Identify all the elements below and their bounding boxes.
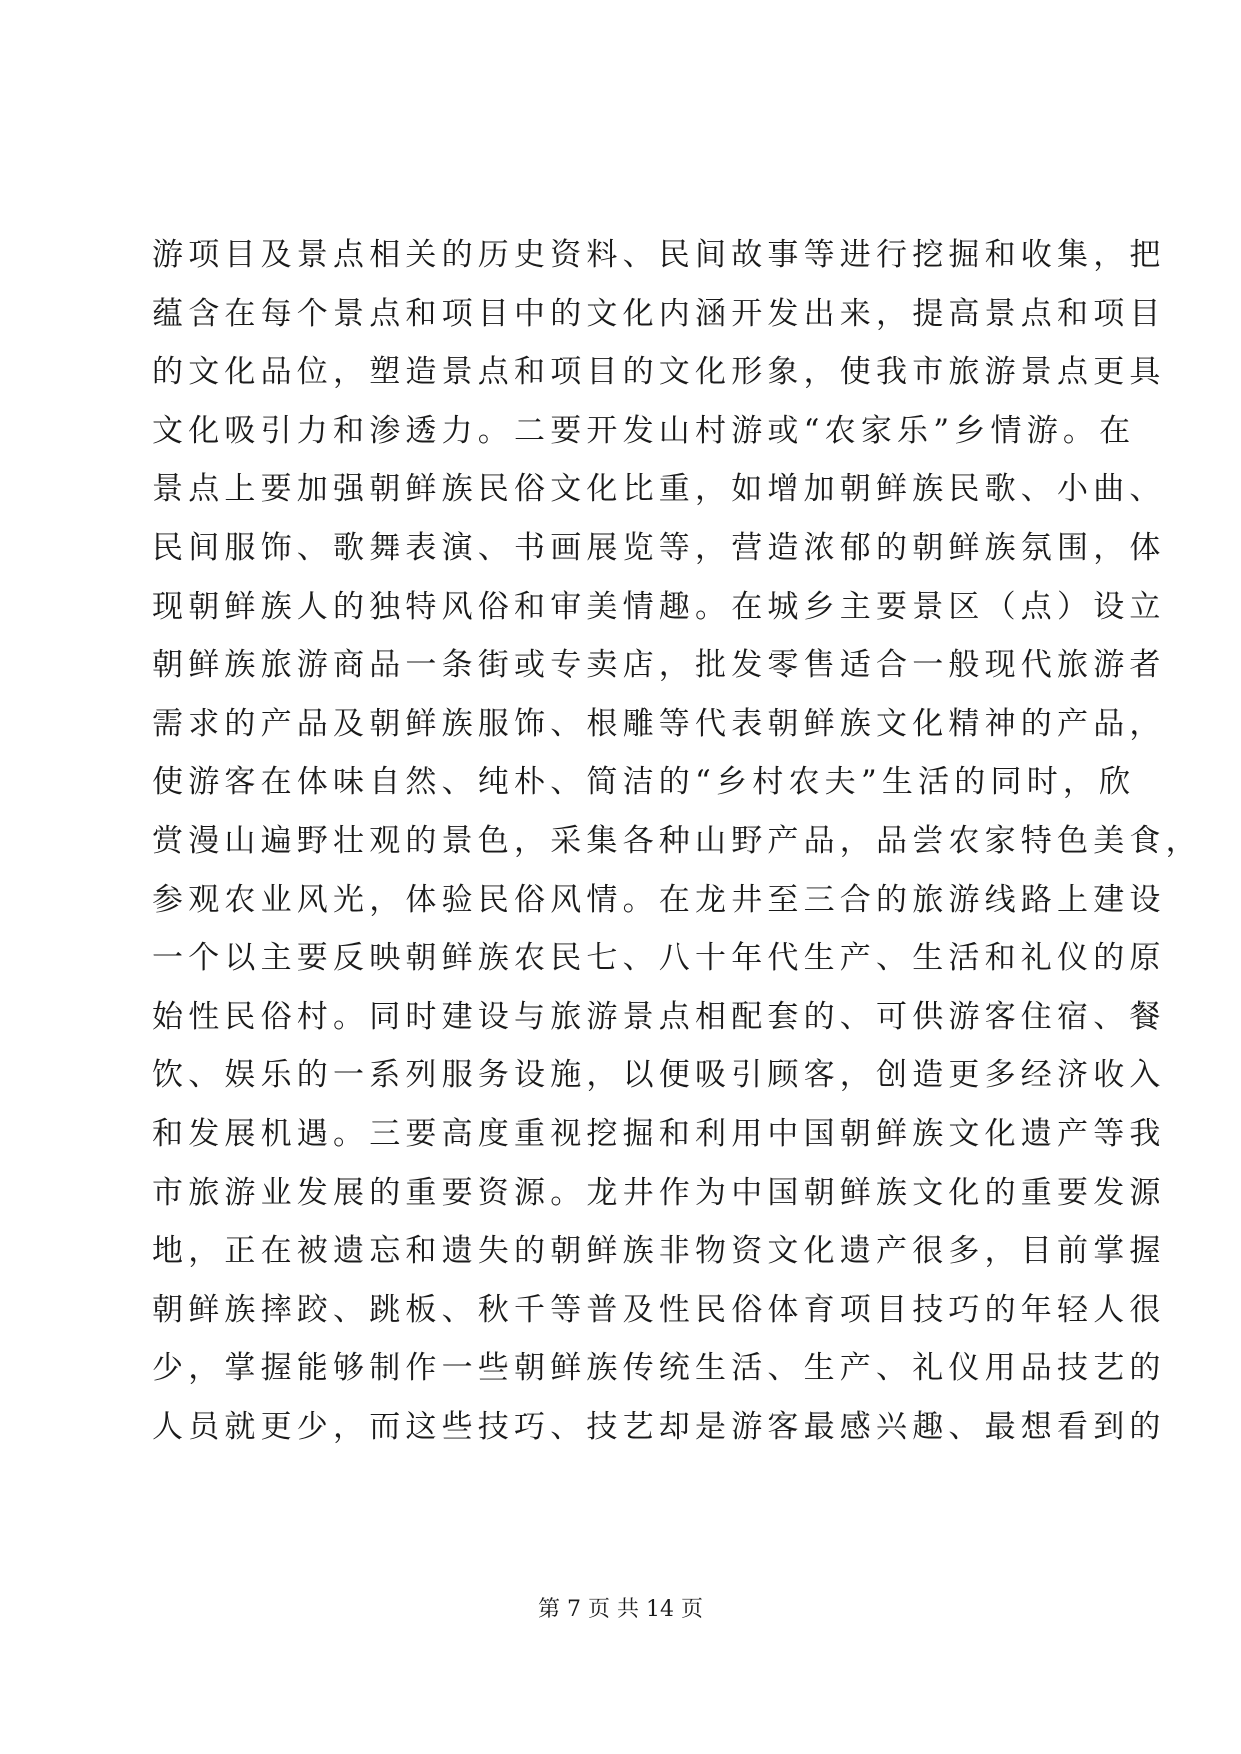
page-number: 第 7 页 共 14 页 [538,1597,703,1622]
text-line: 朝鲜族摔跤、跳板、秋千等普及性民俗体育项目技巧的年轻人很 [152,1291,1166,1328]
body-text [152,226,1202,1456]
text-line: 饮、娱乐的一系列服务设施，以便吸引顾客，创造更多经济收入 [152,1057,1166,1094]
text-line: 地，正在被遗忘和遗失的朝鲜族非物资文化遗产很多，目前掌握 [152,1233,1166,1270]
text-line: 一个以主要反映朝鲜族农民七、八十年代生产、生活和礼仪的原 [152,940,1166,977]
text-line: 朝鲜族旅游商品一条街或专卖店，批发零售适合一般现代旅游者 [152,647,1166,684]
text-line: 和发展机遇。三要高度重视挖掘和利用中国朝鲜族文化遗产等我 [152,1115,1166,1152]
text-line: 的文化品位，塑造景点和项目的文化形象，使我市旅游景点更具 [152,354,1166,391]
text-line: 市旅游业发展的重要资源。龙井作为中国朝鲜族文化的重要发源 [152,1174,1166,1211]
text-line: 少，掌握能够制作一些朝鲜族传统生活、生产、礼仪用品技艺的 [152,1350,1166,1387]
text-line: 赏漫山遍野壮观的景色，采集各种山野产品，品尝农家特色美食， [152,822,1202,859]
text-line: 始性民俗村。同时建设与旅游景点相配套的、可供游客住宿、餐 [152,998,1166,1035]
text-line: 游项目及景点相关的历史资料、民间故事等进行挖掘和收集，把 [152,237,1166,273]
text-line: 使游客在体味自然、纯朴、简洁的“乡村农夫”生活的同时，欣 [152,764,1136,801]
text-line: 现朝鲜族人的独特风俗和审美情趣。在城乡主要景区（点）设立 [152,588,1166,625]
text-line: 文化吸引力和渗透力。二要开发山村游或“农家乐”乡情游。在 [152,412,1136,449]
text-line: 蕴含在每个景点和项目中的文化内涵开发出来，提高景点和项目 [152,295,1166,332]
text-line: 民间服饰、歌舞表演、书画展览等，营造浓郁的朝鲜族氛围，体 [152,529,1166,566]
text-line: 需求的产品及朝鲜族服饰、根雕等代表朝鲜族文化精神的产品， [152,705,1166,742]
text-line: 景点上要加强朝鲜族民俗文化比重，如增加朝鲜族民歌、小曲、 [152,471,1166,508]
text-line: 人员就更少，而这些技巧、技艺却是游客最感兴趣、最想看到的 [152,1408,1166,1445]
page-footer [0,1595,1241,1625]
text-line: 参观农业风光，体验民俗风情。在龙井至三合的旅游线路上建设 [152,881,1166,918]
